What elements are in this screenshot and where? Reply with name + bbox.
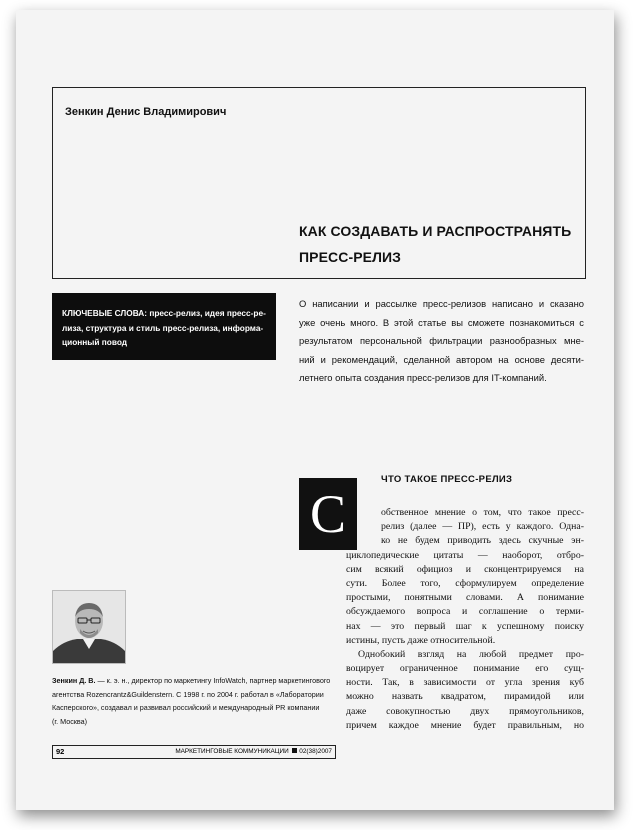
page-footer — [52, 745, 336, 759]
author-bio — [52, 674, 338, 728]
issue-number: 02(38)2007 — [299, 747, 332, 755]
bio-line: (г. Москва) — [52, 716, 88, 726]
author-name: Зенкин Денис Владимирович — [65, 106, 227, 118]
drop-cap: С — [299, 478, 357, 550]
body-line: нах — это первый шаг к успешному поиску — [346, 620, 584, 632]
title-line: КАК СОЗДАВАТЬ И РАСПРОСТРАНЯТЬ — [299, 223, 572, 239]
keywords-box — [52, 293, 276, 360]
bio-name: Зенкин Д. В. — [52, 676, 96, 685]
author-portrait-image — [53, 591, 125, 663]
keywords-line: ционный повод — [62, 337, 128, 347]
magazine-page — [16, 10, 614, 810]
body-line: релиз (далее — ПР), есть у каждого. Одна- — [381, 521, 584, 533]
keywords-line: КЛЮЧЕВЫЕ СЛОВА: пресс-релиз, идея пресс-ре- — [62, 308, 266, 318]
body-line: обсуждаемого вопроса и соглашение о терми- — [346, 606, 584, 618]
body-line: ко не будем приводить здесь скучные эн- — [381, 535, 584, 547]
body-line: простыми, понятными словами. А понимание — [346, 592, 584, 604]
body-line: причем каждое мнение будет правильным, но — [346, 719, 584, 731]
body-line: истины, пусть даже относительной. — [346, 634, 496, 646]
abstract-line: летнего опыта создания пресс-релизов для IT-компаний. — [299, 372, 547, 384]
journal-name: МАРКЕТИНГОВЫЕ КОММУНИКАЦИИ — [175, 747, 289, 755]
body-line: воцирует ограниченное понимание его сущ- — [346, 663, 584, 675]
abstract-line: О написании и рассылке пресс-релизов написано и сказано — [299, 298, 584, 309]
bio-line — [52, 674, 338, 688]
author-photo — [52, 590, 126, 664]
body-line: циклопедические цитаты — наоборот, отбро- — [346, 549, 584, 561]
body-line: даже совокупностью двух прямоугольников, — [346, 705, 584, 717]
abstract — [299, 295, 584, 388]
bio-text: — к. э. н., директор по маркетингу InfoWatch, партнер маркетингового — [95, 676, 331, 685]
keywords-text — [62, 306, 270, 350]
square-bullet-icon — [292, 748, 297, 753]
bio-line: агентства Rozencrantz&Guildenstern. С 1998 г. по 2004 г. работал в «Лаборатории — [52, 689, 324, 699]
abstract-line: уже очень много. В этой статье вы сможете познакомиться с — [299, 316, 584, 328]
body-line: ности. Так, в зависимости от угла зрения куб — [346, 677, 584, 689]
body-line: Однобокий взгляд на любой предмет про- — [358, 648, 584, 660]
article-title — [299, 218, 579, 270]
footer-divider — [335, 746, 336, 758]
page-number: 92 — [56, 747, 65, 756]
footer-divider — [52, 746, 53, 758]
journal-info — [175, 748, 332, 755]
article-body — [346, 506, 584, 733]
title-line: ПРЕСС-РЕЛИЗ — [299, 249, 402, 265]
bio-line: Касперского», создавал и развивал российский и международный PR компании — [52, 703, 320, 712]
body-line: сим всякий официоз и сконцентрируемся на — [346, 563, 584, 575]
body-line: сути. Более того, сформулируем определение — [346, 577, 584, 589]
body-line: можно назвать квадратом, пирамидой или — [346, 691, 584, 703]
abstract-line: ний и рекомендаций, сделанной автором на основе десяти- — [299, 353, 584, 365]
section-heading: ЧТО ТАКОЕ ПРЕСС-РЕЛИЗ — [381, 474, 513, 485]
abstract-line: результатом персональной фильтрации разнообразных мне- — [299, 335, 584, 347]
body-line: обственное мнение о том, что такое пресс- — [381, 507, 584, 518]
keywords-line: лиза, структура и стиль пресс-релиза, информа- — [62, 322, 264, 333]
header-frame — [52, 87, 586, 279]
